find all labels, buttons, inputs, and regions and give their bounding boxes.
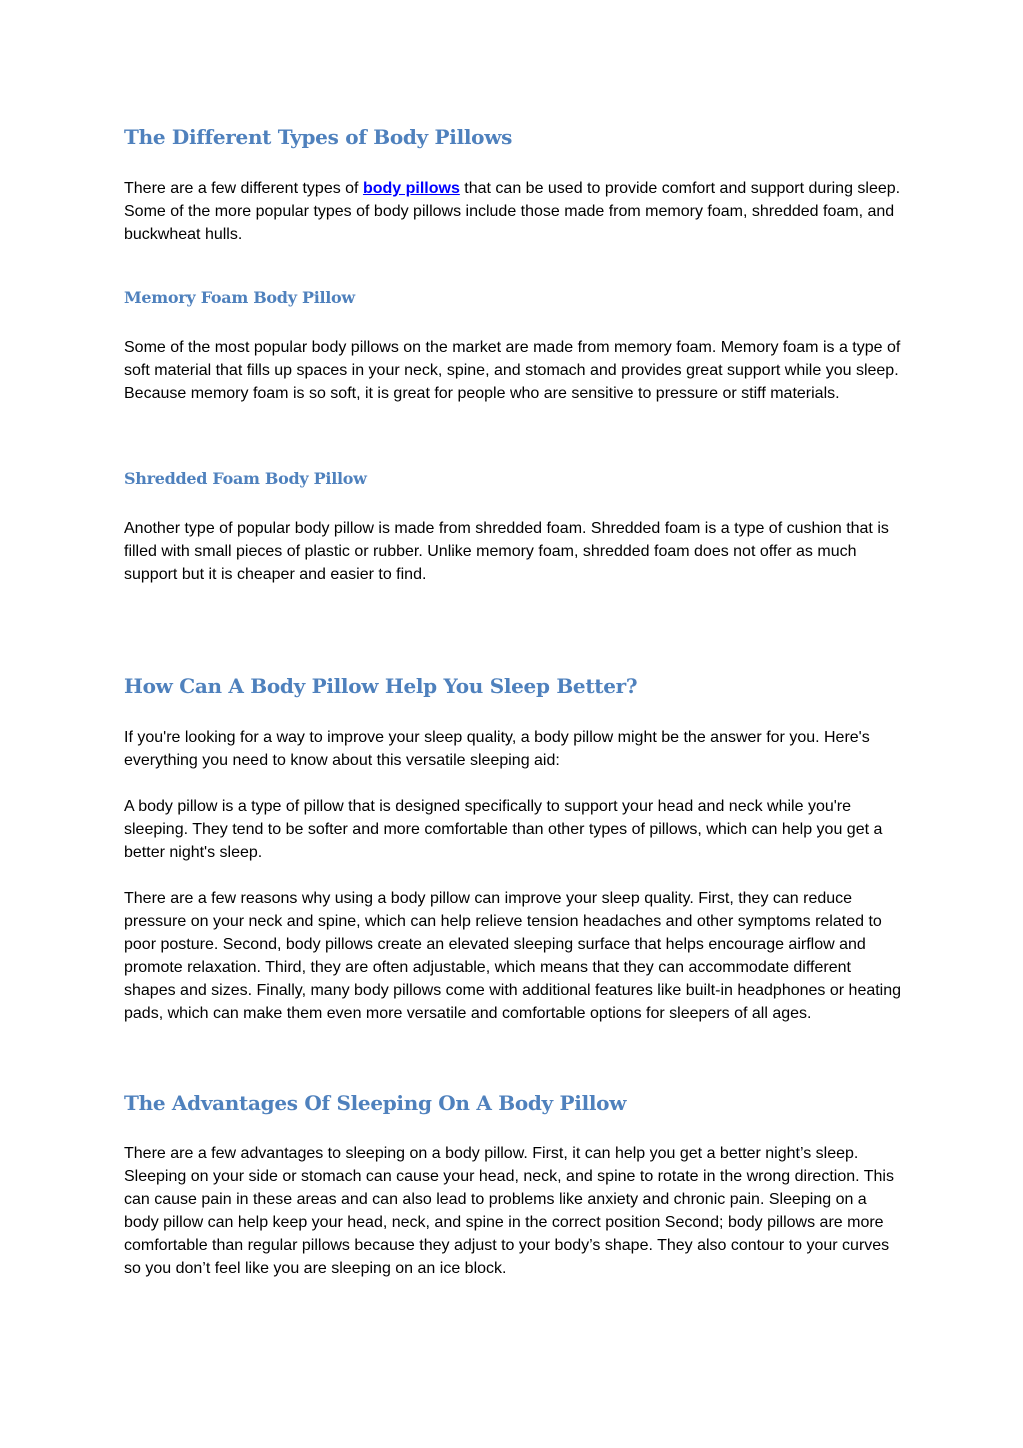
- shredded-foam-paragraph: Another type of popular body pillow is made from shredded foam. Shredded foam is a type of cushion that is filled with small pieces of plastic or rubber. Unlike memory foam, shredded foam does not offer as much support but it is cheaper and easier to find.: [124, 520, 889, 583]
- types-intro-paragraph: [124, 177, 904, 246]
- section-title-advantages: The Advantages Of Sleeping On A Body Pillow: [124, 1091, 627, 1115]
- sleep-better-paragraph-3: There are a few reasons why using a body pillow can improve your sleep quality. First, they can reduce pressure on your neck and spine, which can help relieve tension headaches and other symptoms related to poor posture. Second, body pillows create an elevated sleeping surface that helps encourage airflow and promote relaxation. Third, they are often adjustable, which means that they can accommodate different shapes and sizes. Finally, many body pillows come with additional features like built-in headphones or heating pads, which can make them even more versatile and comfortable options for sleepers of all ages.: [124, 890, 902, 1022]
- subsection-title-shredded-foam: Shredded Foam Body Pillow: [124, 469, 367, 488]
- sleep-better-paragraph-2: A body pillow is a type of pillow that is designed specifically to support your head and neck while you're sleeping. They tend to be softer and more comfortable than other types of pillows, which can help you get a better night's sleep.: [124, 798, 883, 861]
- intro-text-before-link: There are a few different types of: [124, 180, 363, 197]
- sleep-better-paragraph-1: If you're looking for a way to improve your sleep quality, a body pillow might be the answer for you. Here's everything you need to know about this versatile sleeping aid:: [124, 729, 870, 769]
- body-pillows-link[interactable]: body pillows: [362, 180, 460, 197]
- intro-text-after-link: that can be used to provide comfort and support during sleep. Some of the more popular types of body pillows include those made from memory foam, shredded foam, and buckwheat hulls.: [124, 180, 901, 243]
- section-title-types: The Different Types of Body Pillows: [124, 125, 513, 149]
- section-title-sleep-better: How Can A Body Pillow Help You Sleep Better?: [124, 674, 638, 698]
- subsection-title-memory-foam: Memory Foam Body Pillow: [124, 288, 355, 307]
- memory-foam-paragraph: Some of the most popular body pillows on the market are made from memory foam. Memory foam is a type of soft material that fills up spaces in your neck, spine, and stomach and provides great support while you sleep. Because memory foam is so soft, it is great for people who are sensitive to pressure or stiff materials.: [124, 339, 901, 402]
- advantages-paragraph: There are a few advantages to sleeping on a body pillow. First, it can help you get a better night’s sleep. Sleeping on your side or stomach can cause your head, neck, and spine to rotate in the wrong direction. This can cause pain in these areas and can also lead to problems like anxiety and chronic pain. Sleeping on a body pillow can help keep your head, neck, and spine in the correct position Second; body pillows are more comfortable than regular pillows because they adjust to your body’s shape. They also contour to your curves so you don’t feel like you are sleeping on an ice block.: [124, 1145, 894, 1277]
